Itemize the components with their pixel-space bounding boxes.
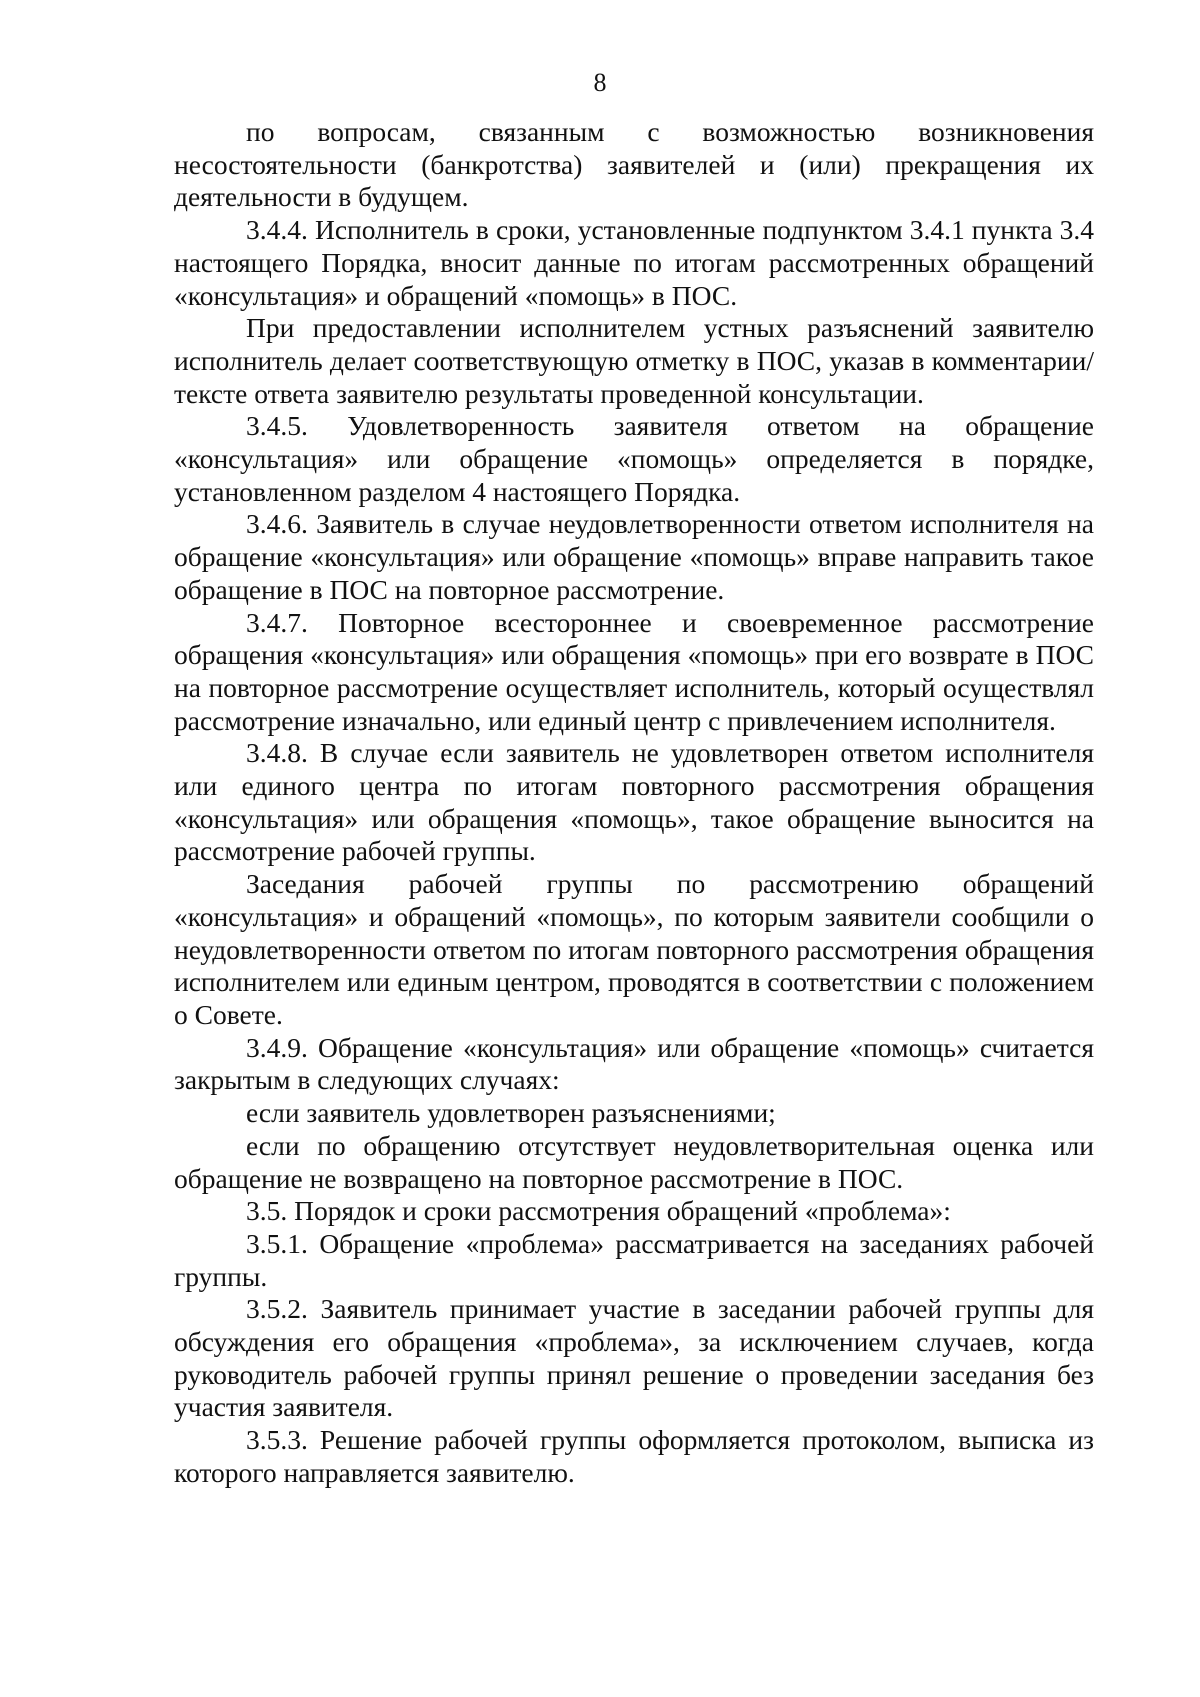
paragraph-3-4-6: 3.4.6. Заявитель в случае неудовлетворенности ответом исполнителя на обращение «консультация» или обращение «помощь» вправе направить такое обращение в ПОС на повторное рассмотрение.: [174, 508, 1094, 605]
document-body: [174, 116, 1094, 1490]
paragraph-closure-case-1: если заявитель удовлетворен разъяснениями;: [246, 1097, 776, 1129]
paragraph-3-5: 3.5. Порядок и сроки рассмотрения обращений «проблема»:: [246, 1195, 951, 1227]
paragraph-3-5-3: 3.5.3. Решение рабочей группы оформляется протоколом, выписка из которого направляется заявителю.: [174, 1424, 1094, 1488]
paragraph-3-4-9: 3.4.9. Обращение «консультация» или обращение «помощь» считается закрытым в следующих случаях:: [174, 1031, 1094, 1096]
paragraph-3-5-1: 3.5.1. Обращение «проблема» рассматривается на заседаниях рабочей группы.: [174, 1227, 1094, 1292]
paragraph-closure-case-2: если по обращению отсутствует неудовлетворительная оценка или обращение не возвращено на повторное рассмотрение в ПОС.: [174, 1129, 1094, 1194]
page-number: 8: [593, 68, 607, 97]
paragraph-3-5-2: 3.5.2. Заявитель принимает участие в заседании рабочей группы для обсуждения его обращения «проблема», за исключением случаев, когда руководитель рабочей группы принял решение о проведении заседания без участия заявителя.: [174, 1293, 1094, 1423]
paragraph-oral-explanations: При предоставлении исполнителем устных разъяснений заявителю исполнитель делает соответствующую отметку в ПОС, указав в комментарии/тексте ответа заявителю результаты проведенной консультации.: [174, 312, 1094, 409]
paragraph-working-group-meetings: Заседания рабочей группы по рассмотрению обращений «консультация» и обращений «помощь», по которым заявители сообщили о неудовлетворенности ответом по итогам повторного рассмотрения обращения исполнителем или единым центром, проводятся в соответствии с положением о Совете.: [174, 868, 1094, 1030]
paragraph-3-4-7: 3.4.7. Повторное всестороннее и своевременное рассмотрение обращения «консультация» или обращения «помощь» при его возврате в ПОС на повторное рассмотрение осуществляет исполнитель, который осуществлял рассмотрение изначально, или единый центр с привлечением исполнителя.: [174, 606, 1094, 736]
paragraph-3-4-8: 3.4.8. В случае если заявитель не удовлетворен ответом исполнителя или единого центра по итогам повторного рассмотрения обращения «консультация» или обращения «помощь», такое обращение выносится на рассмотрение рабочей группы.: [174, 737, 1094, 867]
paragraph-3-4-4: 3.4.4. Исполнитель в сроки, установленные подпунктом 3.4.1 пункта 3.4 настоящего Порядка, вносит данные по итогам рассмотренных обращений «консультация» и обращений «помощь» в ПОС.: [174, 214, 1094, 311]
paragraph-continuation: по вопросам, связанным с возможностью возникновения несостоятельности (банкротства) заявителей и (или) прекращения их деятельности в будущем.: [174, 116, 1094, 213]
paragraph-3-4-5: 3.4.5. Удовлетворенность заявителя ответом на обращение «консультация» или обращение «помощь» определяется в порядке, установленном разделом 4 настоящего Порядка.: [174, 410, 1094, 507]
